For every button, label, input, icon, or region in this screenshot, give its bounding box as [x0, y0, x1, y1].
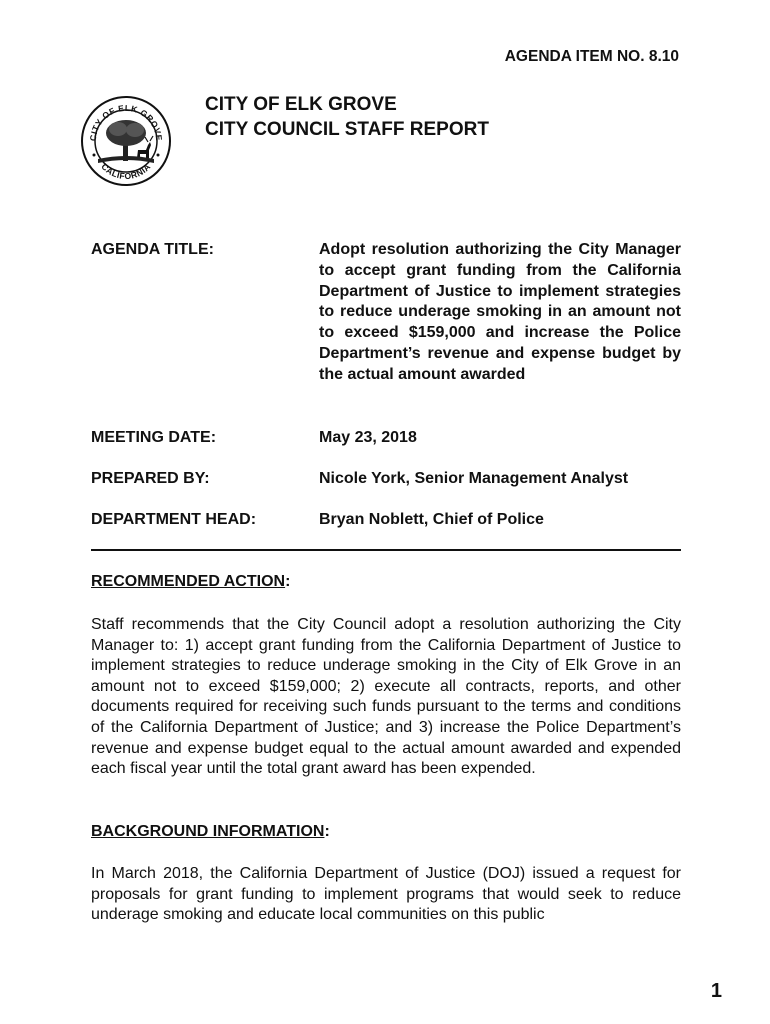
report-title: CITY COUNCIL STAFF REPORT: [205, 119, 489, 140]
recommended-action-heading: [91, 573, 290, 591]
background-body: In March 2018, the California Department of Justice (DOJ) issued a request for proposals for grant funding to implement programs that would seek to reduce underage smoking and educate local communities on this public: [91, 865, 681, 924]
city-title: CITY OF ELK GROVE: [205, 94, 397, 115]
svg-text:CALIFORNIA: CALIFORNIA: [99, 161, 153, 182]
report-title-block: [205, 92, 489, 142]
agenda-title-value: Adopt resolution authorizing the City Manager to accept grant funding from the California Department of Justice to implement strategies to reduce underage smoking in an amount not to exceed $159,000 and increase the Police Department’s revenue and expense budget by the actual amount awarded: [319, 241, 681, 383]
background-colon: :: [324, 823, 330, 840]
recommended-action-body: Staff recommends that the City Council adopt a resolution authorizing the City Manager to: 1) accept grant funding from the California Department of Justice to implement strategies to reduce underage smoking in the City of Elk Grove in an amount not to exceed $159,000; 2) execute all contracts, reports, and other documents required for receiving such funds pursuant to the terms and conditions of the California Department of Justice; and 3) increase the Police Department’s revenue and expense budget equal to the actual amount awarded and expended each fiscal year until the total grant award has been expended.: [91, 616, 681, 778]
background-heading: [91, 823, 330, 841]
recommended-action-heading-text: RECOMMENDED ACTION: [91, 573, 286, 590]
department-head-value: Bryan Noblett, Chief of Police: [319, 511, 544, 528]
city-seal-logo: [80, 95, 172, 187]
svg-text:CITY OF ELK GROVE: CITY OF ELK GROVE: [87, 102, 165, 142]
agenda-item-number: AGENDA ITEM NO. 8.10: [504, 48, 679, 65]
page-number: 1: [710, 980, 722, 1002]
department-head-label: DEPARTMENT HEAD:: [91, 511, 257, 528]
meeting-date-label: MEETING DATE:: [91, 429, 217, 446]
meeting-date-value: May 23, 2018: [319, 429, 417, 446]
prepared-by-value: Nicole York, Senior Management Analyst: [319, 470, 629, 487]
background-heading-text: BACKGROUND INFORMATION: [91, 823, 325, 840]
recommended-action-colon: :: [285, 573, 291, 590]
prepared-by-label: PREPARED BY:: [91, 470, 210, 487]
section-divider: [91, 549, 681, 551]
agenda-title-label: AGENDA TITLE:: [91, 241, 214, 258]
